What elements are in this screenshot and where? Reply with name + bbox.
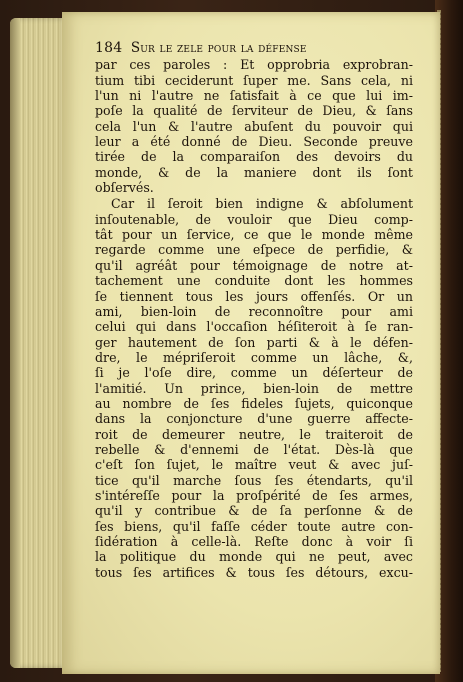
text-line: monde, & de la maniere dont ils ſont [95,164,413,180]
paragraph-1 [95,57,413,195]
text-line: rebelle & d'ennemi de l'état. Dès-là que [95,441,413,457]
text-line-part: par ces paroles : Et opprobria exprobran- [95,57,413,73]
paragraph-2 [95,196,413,580]
running-title: Sur le zele pour la défense [130,40,307,56]
text-line: qu'il y contribue & de ſa perſonne & de [95,503,413,519]
text-line: dre, le mépriſeroit comme un lâche, &, [95,349,413,365]
text-line: s'intéreſſe pour la proſpérité de ſes armes, [95,487,413,503]
text-line: tachement une conduite dont les hommes [95,273,413,289]
text-line: inſoutenable, de vouloir que Dieu comp- [95,211,413,227]
text-line: l'un ni l'autre ne ſatisfait à ce que lui im- [95,88,413,104]
text-line: ami, bien-loin de reconnoître pour ami [95,303,413,319]
text-line: obſervés. [95,180,154,196]
text-line: qu'il agréât pour témoignage de notre at- [95,257,413,273]
running-header [95,41,413,56]
text-line: la politique du monde qui ne peut, avec [95,549,413,565]
text-line: poſe la qualité de ſerviteur de Dieu, & ſans [95,103,413,119]
text-line: ger hautement de ſon parti & à le défen- [95,334,413,350]
page-text [95,41,413,580]
text-line: au nombre de ſes fideles ſujets, quiconque [95,395,413,411]
text-line [95,57,413,72]
text-line: ſe tiennent tous les jours offenſés. Or un [95,288,413,304]
text-line: l'amitié. Un prince, bien-loin de mettre [95,380,413,396]
text-line: c'eſt ſon ſujet, le maître veut & avec juſ- [95,457,413,473]
text-line: tât pour un ſervice, ce que le monde même [95,227,413,243]
page-number: 184 [95,40,123,56]
text-line: ſi je l'oſe dire, comme un déſerteur de [95,365,413,381]
text-line: dans la conjoncture d'une guerre affecte- [95,411,413,427]
text-line: tous ſes artifices & tous ſes détours, excu- [95,564,413,580]
text-line: tium tibi ceciderunt ſuper me. Sans cela, ni [95,72,413,88]
page-edge-stack [10,18,68,668]
text-line: tirée de la comparaiſon des devoirs du [95,149,413,165]
text-line: leur a été donné de Dieu. Seconde preuve [95,134,413,150]
text-line: celui qui dans l'occaſion héſiteroit à ſe ran- [95,319,413,335]
text-line: ſidération à celle-là. Reſte donc à voir ſi [95,534,413,549]
text-line: ſes biens, qu'il faſſe céder toute autre con- [95,518,413,534]
text-line: Car il ſeroit bien indigne & abſolument [111,196,413,212]
text-line: regarde comme une eſpece de perfidie, & [95,242,413,258]
text-line: tice qu'il marche ſous ſes étendarts, qu'il [95,472,413,488]
text-line: cela l'un & l'autre abuſent du pouvoir qui [95,118,413,134]
text-line: roit de demeurer neutre, le traiteroit de [95,426,413,442]
